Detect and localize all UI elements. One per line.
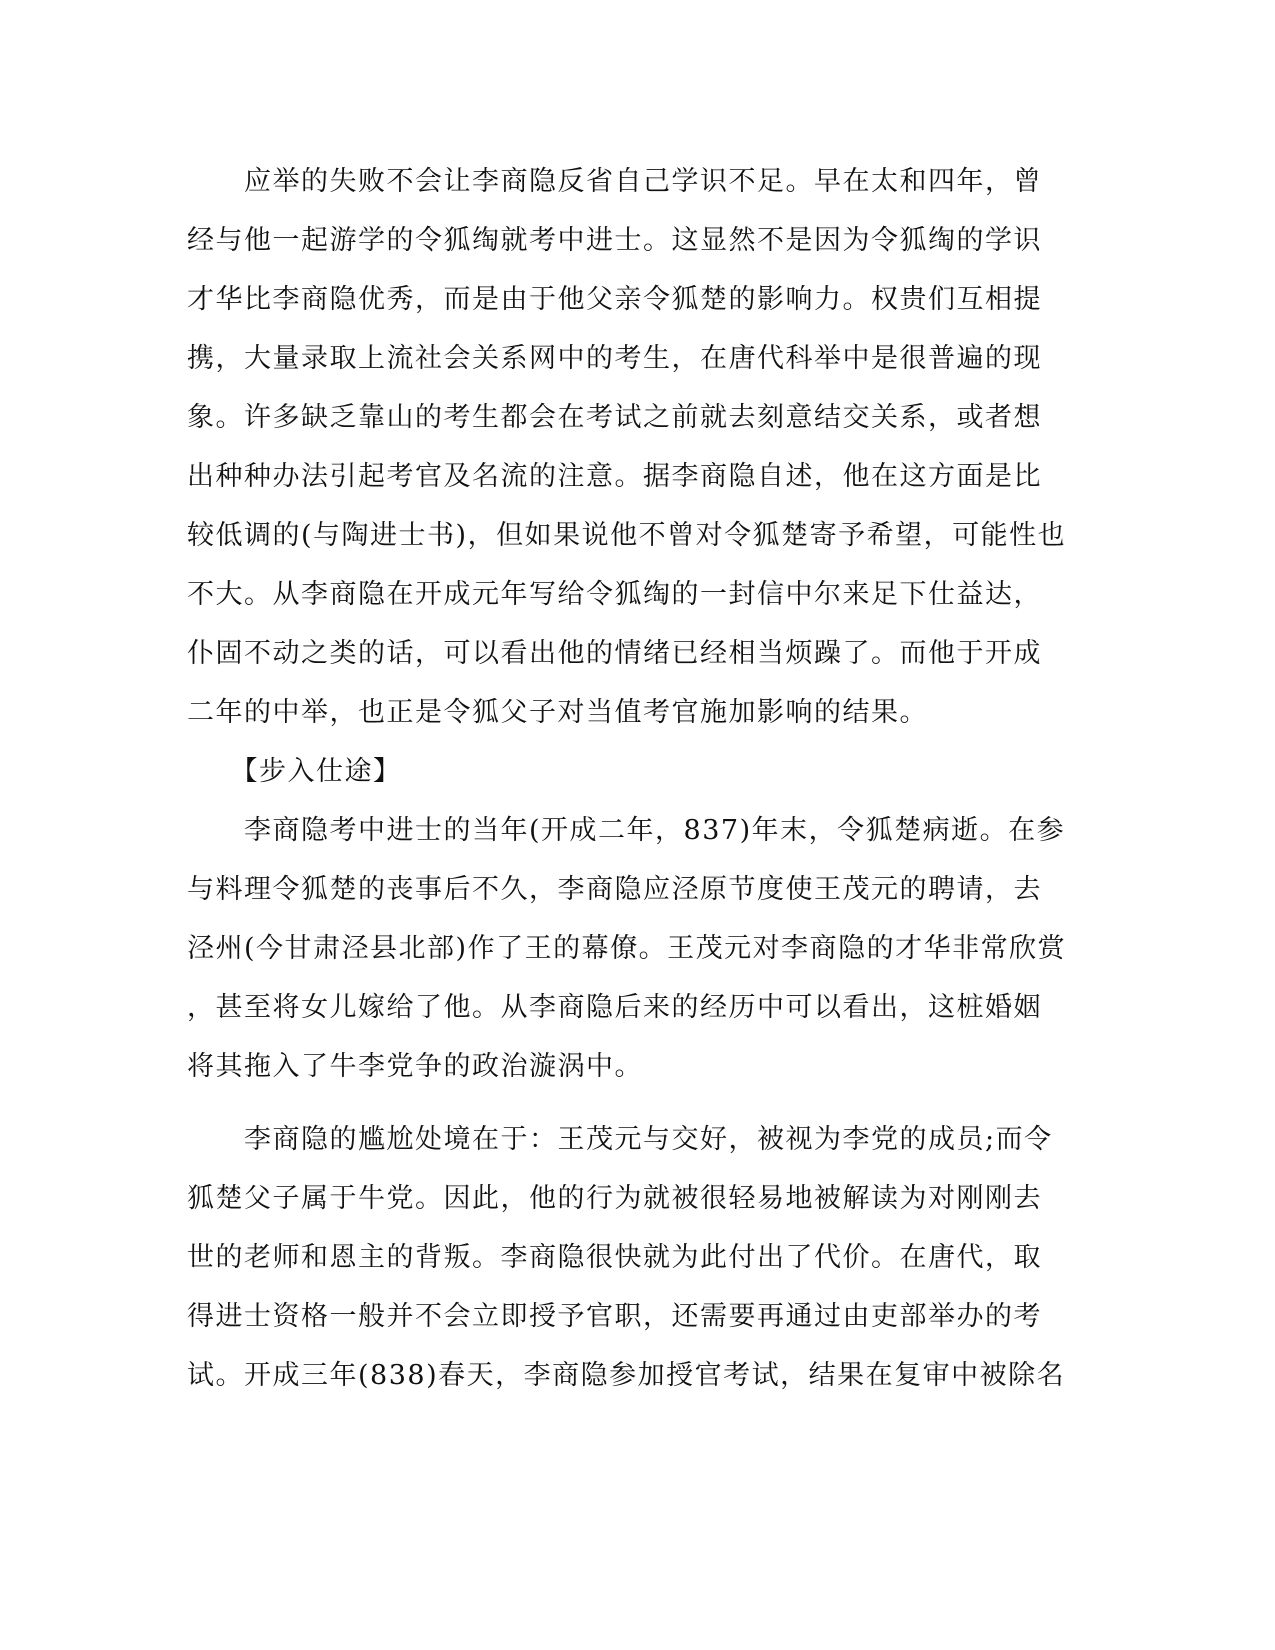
section-heading xyxy=(187,752,1067,811)
text-line: 不大。从李商隐在开成元年写给令狐绹的一封信中尔来足下仕益达， xyxy=(187,579,1042,610)
text-line: ，甚至将女儿嫁给了他。从李商隐后来的经历中可以看出，这桩婚姻 xyxy=(187,992,1042,1023)
text-line: 象。许多缺乏靠山的考生都会在考试之前就去刻意结交关系，或者想 xyxy=(187,402,1042,433)
text-line: 将其拖入了牛李党争的政治漩涡中。 xyxy=(187,1051,643,1082)
section-heading-text: 【步入仕途】 xyxy=(187,756,402,787)
text-line: 试。开成三年(838)春天，李商隐参加授官考试，结果在复审中被除名 xyxy=(187,1360,1066,1391)
text-line: 李商隐的尴尬处境在于：王茂元与交好，被视为李党的成员;而令 xyxy=(187,1124,1053,1155)
text-line: 二年的中举，也正是令狐父子对当值考官施加影响的结果。 xyxy=(187,697,928,728)
text-line: 世的老师和恩主的背叛。李商隐很快就为此付出了代价。在唐代，取 xyxy=(187,1242,1042,1273)
text-line: 得进士资格一般并不会立即授予官职，还需要再通过由吏部举办的考 xyxy=(187,1301,1042,1332)
text-line: 较低调的(与陶进士书)，但如果说他不曾对令狐楚寄予希望，可能性也 xyxy=(187,520,1067,551)
text-line: 才华比李商隐优秀，而是由于他父亲令狐楚的影响力。权贵们互相提 xyxy=(187,284,1042,315)
text-line: 携，大量录取上流社会关系网中的考生，在唐代科举中是很普遍的现 xyxy=(187,343,1042,374)
text-line: 李商隐考中进士的当年(开成二年，837)年末，令狐楚病逝。在参 xyxy=(187,815,1066,846)
paragraph-career-start xyxy=(187,811,1067,1106)
text-line: 仆固不动之类的话，可以看出他的情绪已经相当烦躁了。而他于开成 xyxy=(187,638,1042,669)
text-line: 泾州(今甘肃泾县北部)作了王的幕僚。王茂元对李商隐的才华非常欣赏 xyxy=(187,933,1067,964)
paragraph-spacer xyxy=(187,1106,1067,1120)
document-body xyxy=(187,162,1067,1415)
text-line: 狐楚父子属于牛党。因此，他的行为就被很轻易地被解读为对刚刚去 xyxy=(187,1183,1042,1214)
text-line: 与料理令狐楚的丧事后不久，李商隐应泾原节度使王茂元的聘请，去 xyxy=(187,874,1042,905)
text-line: 出种种办法引起考官及名流的注意。据李商隐自述，他在这方面是比 xyxy=(187,461,1042,492)
paragraph-exam-failure xyxy=(187,162,1067,752)
text-line: 应举的失败不会让李商隐反省自己学识不足。早在太和四年，曾 xyxy=(187,166,1042,197)
text-line: 经与他一起游学的令狐绹就考中进士。这显然不是因为令狐绹的学识 xyxy=(187,225,1042,256)
paragraph-awkward-position xyxy=(187,1120,1067,1415)
